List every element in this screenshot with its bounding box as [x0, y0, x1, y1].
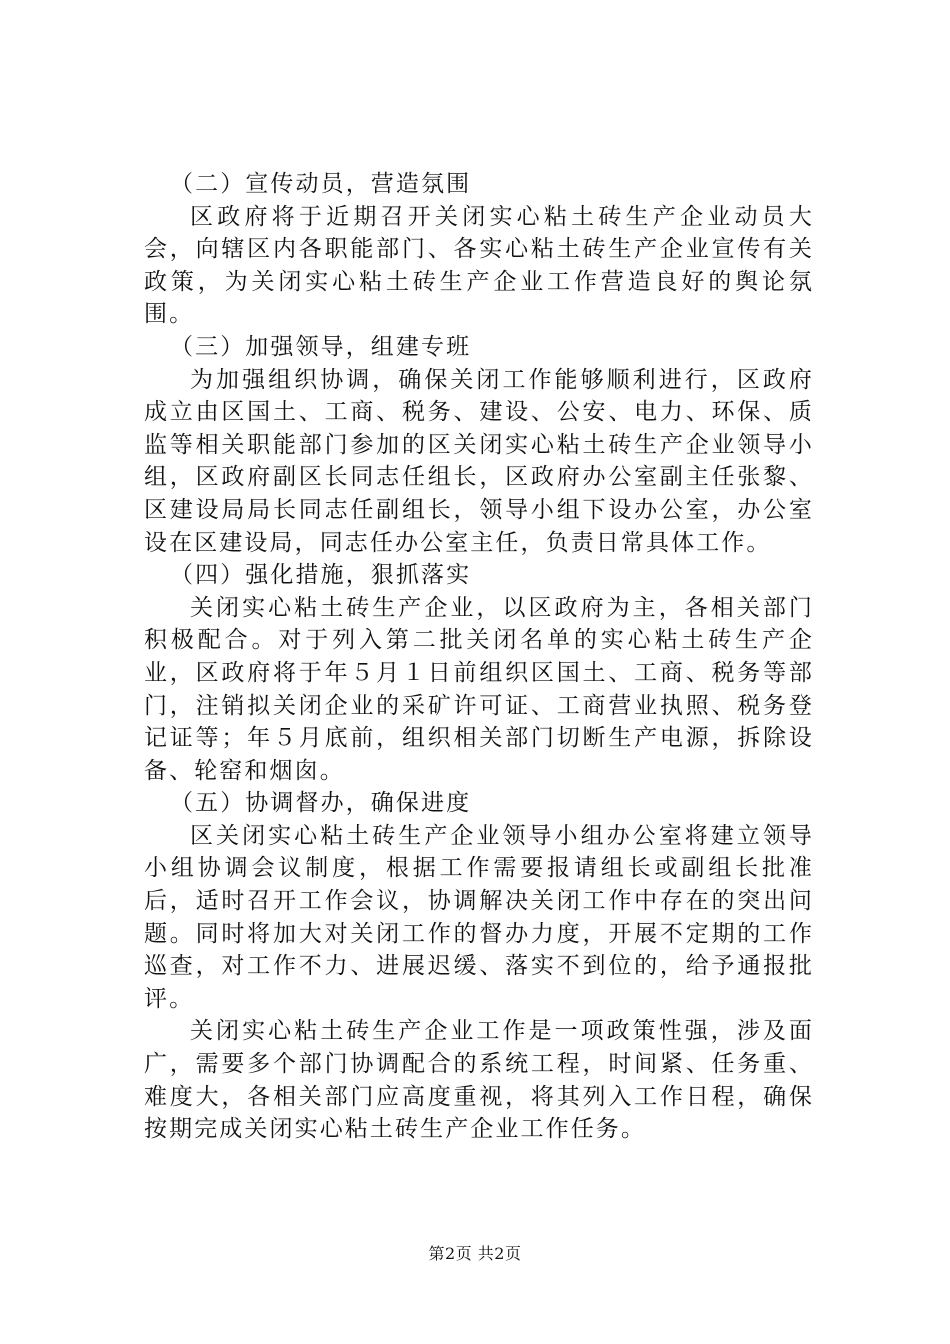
section-paragraph: 关闭实心粘土砖生产企业，以区政府为主，各相关部门积极配合。对于列入第二批关闭名单的实心粘土砖生产企业，区政府将于年５月１日前组织区国土、工商、税务等部门，注销拟关闭企业的采矿许可证、工商营业执照、税务登记证等；年５月底前，组织相关部门切断生产电源，拆除设备、轮窑和烟囱。: [144, 594, 814, 784]
section-heading-2: （二）宣传动员，营造氛围: [170, 171, 472, 197]
closing-paragraph: 关闭实心粘土砖生产企业工作是一项政策性强，涉及面广，需要多个部门协调配合的系统工程，时间紧、任务重、难度大，各相关部门应高度重视，将其列入工作日程，确保按期完成关闭实心粘土砖生产企业工作任务。: [144, 1018, 814, 1143]
document-body: [144, 168, 814, 1146]
section-heading-5: （五）协调督办，确保进度: [170, 790, 472, 817]
section-paragraph: 区关闭实心粘土砖生产企业领导小组办公室将建立领导小组协调会议制度，根据工作需要报请组长或副组长批准后，适时召开工作会议，协调解决关闭工作中存在的突出问题。同时将加大对关闭工作的督办力度，开展不定期的工作巡查，对工作不力、进展迟缓、落实不到位的，给予通报批评。: [144, 822, 814, 1012]
page-number-footer: 第2页 共2页: [428, 1244, 522, 1263]
section-heading-3: （三）加强领导，组建专班: [170, 333, 472, 360]
section-heading-4: （四）强化措施，狠抓落实: [170, 562, 472, 589]
section-paragraph: 区政府将于近期召开关闭实心粘土砖生产企业动员大会，向辖区内各职能部门、各实心粘土砖生产企业宣传有关政策，为关闭实心粘土砖生产企业工作营造良好的舆论氛围。: [144, 203, 814, 328]
section-paragraph: 为加强组织协调，确保关闭工作能够顺利进行，区政府成立由区国土、工商、税务、建设、公安、电力、环保、质监等相关职能部门参加的区关闭实心粘土砖生产企业领导小组，区政府副区长同志任组长，区政府办公室副主任张黎、区建设局局长同志任副组长，领导小组下设办公室，办公室设在区建设局，同志任办公室主任，负责日常具体工作。: [144, 366, 814, 556]
